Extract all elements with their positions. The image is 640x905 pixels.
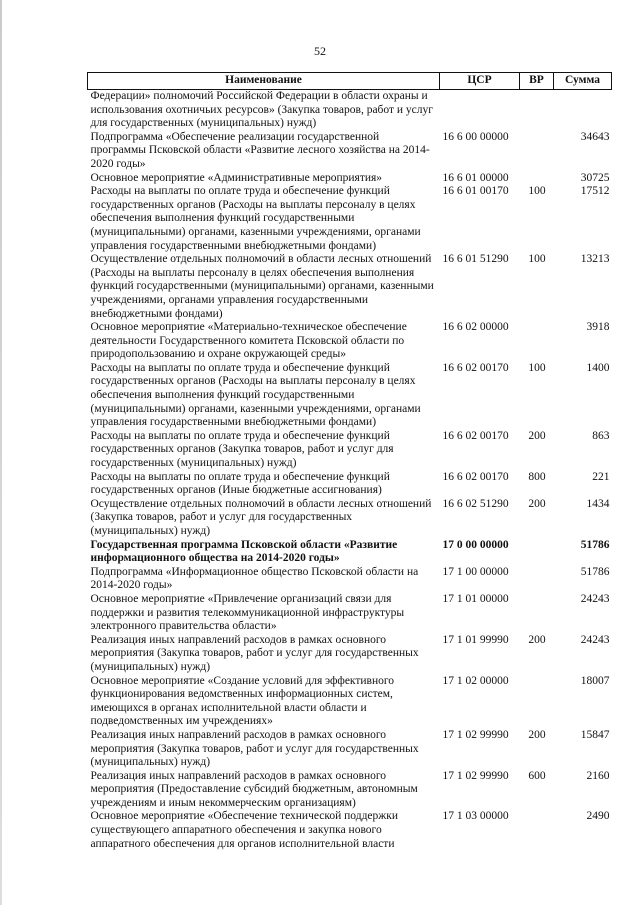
row-name-cell: Осуществление отдельных полномочий в области лесных отношений (Закупка товаров, работ и услуг для государственных (муниципальных) нужд) — [90, 497, 432, 537]
row-name-cell: Реализация иных направлений расходов в рамках основного мероприятия (Закупка товаров, работ и услуг для государственных (муниципальных) нужд) — [90, 728, 419, 769]
table-row — [88, 634, 612, 675]
row-name-cell: Основное мероприятие «Материально-техническое обеспечение деятельности Государственного комитета Псковской области по природопользованию и охране окружающей среды» — [90, 321, 407, 361]
row-name-cell: Осуществление отдельных полномочий в области лесных отношений (Расходы на выплаты персоналу в целях обеспечения выполнения функций государственными (муниципальными) органами, казенными учреждениями, органами управления государственными внебюджетными фондами) — [90, 253, 434, 320]
row-csr-cell: 17 1 02 99990 — [442, 769, 509, 782]
row-vr-cell: 200 — [528, 633, 546, 646]
row-sum-cell: 13213 — [580, 253, 610, 266]
table-row — [88, 172, 612, 186]
row-csr-cell — [440, 90, 520, 131]
row-sum-cell: 30725 — [580, 171, 610, 184]
row-vr-cell: 600 — [528, 769, 546, 782]
row-vr-cell — [520, 539, 554, 566]
row-vr-cell — [520, 810, 554, 851]
row-vr-cell — [520, 321, 554, 362]
table-row — [88, 810, 612, 851]
table-row — [88, 362, 612, 430]
row-sum-cell: 1400 — [586, 361, 610, 374]
row-sum-cell: 3918 — [586, 321, 610, 334]
row-csr-cell: 16 6 01 00170 — [442, 185, 509, 198]
row-vr-cell — [520, 131, 554, 172]
row-vr-cell: 100 — [528, 185, 546, 198]
row-name-cell: Основное мероприятие «Обеспечение технической поддержки существующего аппаратного обеспечения и закупка нового аппаратного обеспечения для органов исполнительной власти — [90, 810, 398, 850]
row-vr-cell: 200 — [528, 429, 546, 442]
row-name-cell: Расходы на выплаты по оплате труда и обеспечение функций государственных органов (Закупка товаров, работ и услуг для государственных (муниципальных) нужд) — [90, 429, 394, 470]
table-row — [88, 253, 612, 321]
table-row — [88, 593, 612, 634]
header-name: Наименование — [88, 73, 440, 90]
row-name-cell: Основное мероприятие «Привлечение организаций связи для поддержки и развития телекоммуникационной инфраструктуры электронного правительства области» — [90, 592, 405, 633]
row-vr-cell: 800 — [528, 470, 546, 483]
row-vr-cell — [520, 593, 554, 634]
row-name-cell: Подпрограмма «Информационное общество Псковской области на 2014-2020 годы» — [90, 565, 419, 592]
row-sum-cell: 18007 — [580, 674, 610, 687]
row-csr-cell: 16 6 02 00170 — [442, 429, 509, 442]
header-sum: Сумма — [554, 73, 612, 90]
row-vr-cell: 100 — [528, 253, 546, 266]
table-header-row — [88, 73, 612, 90]
row-name-cell: Подпрограмма «Обеспечение реализации государственной программы Псковской области «Развитие лесного хозяйства на 2014-2020 годы» — [90, 130, 430, 170]
row-sum-cell: 17512 — [580, 185, 610, 198]
table-row — [88, 729, 612, 770]
scan-edge — [0, 0, 2, 905]
row-name-cell: Расходы на выплаты по оплате труда и обеспечение функций государственных органов (Расходы на выплаты персоналу в целях обеспечения выполнения функций государственными (муниципальными) органами, казенными учреждениями, органами управления государственными внебюджетными фондами) — [90, 185, 421, 252]
row-sum-cell: 863 — [592, 429, 610, 442]
row-name-cell: Реализация иных направлений расходов в рамках основного мероприятия (Предоставление субсидий бюджетным, автономным учреждениям и иным некоммерческим организациям) — [90, 769, 418, 809]
row-csr-cell: 16 6 02 00170 — [442, 361, 509, 374]
row-vr-cell: 100 — [528, 361, 546, 374]
row-csr-cell: 16 6 01 00000 — [442, 171, 509, 184]
row-sum-cell: 34643 — [580, 130, 610, 143]
table-row — [88, 566, 612, 593]
row-csr-cell: 16 6 02 00170 — [442, 470, 509, 483]
row-sum-cell: 2160 — [586, 769, 610, 782]
row-name-cell: Основное мероприятие «Административные мероприятия» — [90, 171, 383, 184]
row-vr-cell — [520, 566, 554, 593]
row-csr-cell: 17 0 00 00000 — [442, 538, 509, 551]
row-sum-cell: 24243 — [580, 633, 610, 646]
table-row — [88, 770, 612, 811]
row-sum-cell: 2490 — [586, 810, 610, 823]
row-csr-cell: 17 1 02 00000 — [442, 674, 509, 687]
table-row — [88, 430, 612, 471]
header-vr: ВР — [520, 73, 554, 90]
table-row — [88, 185, 612, 253]
row-sum-cell: 15847 — [580, 728, 610, 741]
table-row — [88, 471, 612, 498]
table-row — [88, 539, 612, 566]
row-name-cell: Основное мероприятие «Создание условий для эффективного функционирования ведомственных информационных систем, имеющихся в органах исполнительной власти области и подведомственных им учреждениях» — [90, 674, 395, 728]
table-row — [88, 675, 612, 729]
row-vr-cell — [520, 675, 554, 729]
row-sum-cell: 1434 — [586, 497, 610, 510]
row-name-cell: Федерации» полномочий Российской Федерации в области охраны и использования охотничьих ресурсов» (Закупка товаров, работ и услуг для государственных (муниципальных) нужд) — [90, 90, 433, 130]
row-csr-cell: 17 1 03 00000 — [442, 810, 509, 823]
row-vr-cell: 200 — [528, 497, 546, 510]
row-vr-cell — [520, 90, 554, 131]
table-row — [88, 498, 612, 539]
row-sum-cell: 51786 — [580, 565, 610, 578]
row-name-cell: Реализация иных направлений расходов в рамках основного мероприятия (Закупка товаров, работ и услуг для государственных (муниципальных) нужд) — [90, 633, 419, 673]
row-csr-cell: 17 1 00 00000 — [442, 565, 509, 578]
row-csr-cell: 17 1 02 99990 — [442, 728, 509, 741]
header-csr: ЦСР — [440, 73, 520, 90]
row-sum-cell — [554, 90, 612, 131]
row-sum-cell: 24243 — [580, 592, 610, 605]
row-vr-cell: 200 — [528, 728, 546, 741]
row-name-cell: Государственная программа Псковской области «Развитие информационного общества на 2014-2020 годы» — [90, 538, 398, 565]
table-row — [88, 321, 612, 362]
row-csr-cell: 17 1 01 00000 — [442, 592, 509, 605]
row-sum-cell: 51786 — [580, 538, 610, 551]
row-csr-cell: 16 6 02 00000 — [442, 321, 509, 334]
row-csr-cell: 16 6 00 00000 — [442, 130, 509, 143]
table-row — [88, 90, 612, 131]
page-number: 52 — [314, 44, 326, 58]
row-name-cell: Расходы на выплаты по оплате труда и обеспечение функций государственных органов (Иные бюджетные ассигнования) — [90, 470, 390, 497]
table-body — [88, 90, 612, 852]
table-row — [88, 131, 612, 172]
row-csr-cell: 16 6 02 51290 — [442, 497, 509, 510]
row-csr-cell: 17 1 01 99990 — [442, 633, 509, 646]
row-sum-cell: 221 — [592, 470, 610, 483]
row-vr-cell — [520, 172, 554, 186]
row-csr-cell: 16 6 01 51290 — [442, 253, 509, 266]
row-name-cell: Расходы на выплаты по оплате труда и обеспечение функций государственных органов (Расходы на выплаты персоналу в целях обеспечения выполнения функций государственными (муниципальными) органами, казенными учреждениями, органами управления государственными внебюджетными фондами) — [90, 361, 421, 429]
budget-table — [87, 72, 612, 851]
